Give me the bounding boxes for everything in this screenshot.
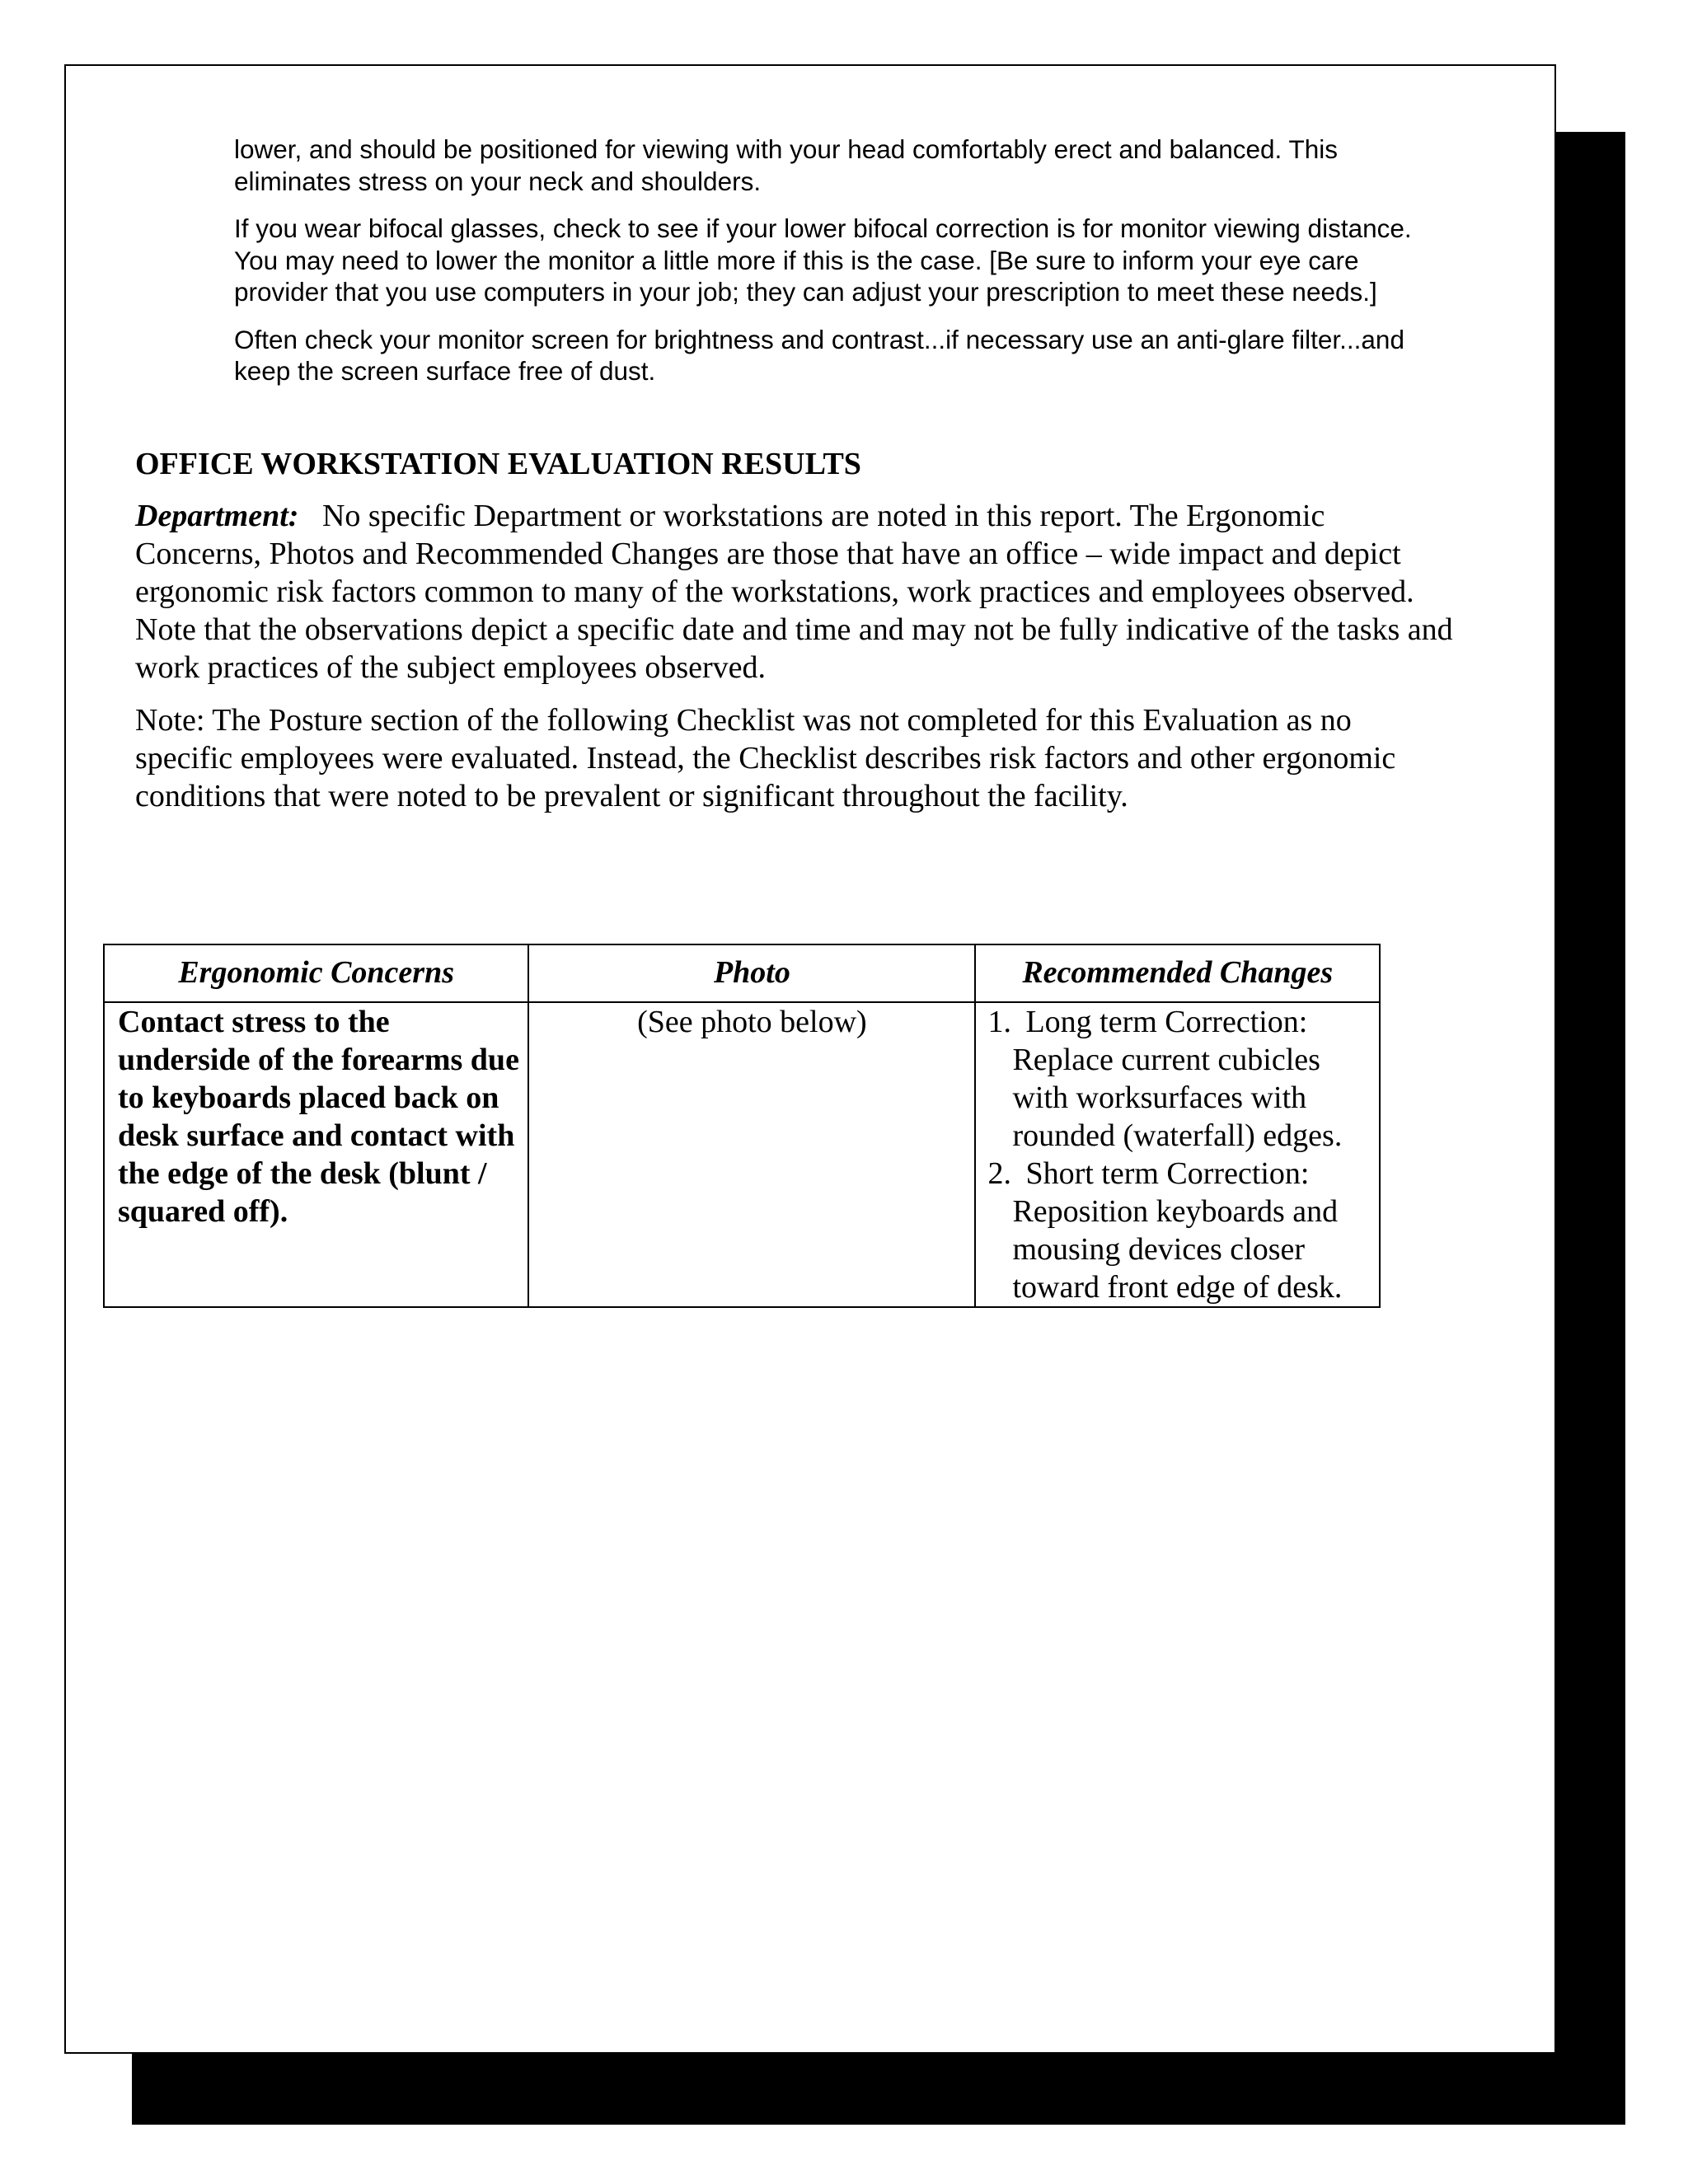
intro-paragraph: If you wear bifocal glasses, check to see if your lower bifocal correction is for monitor viewing distance. You may need to lower the monitor a little more if this is the case. [Be sure to inform your eye care provider that you use computers in your job; they can adjust your prescription to meet these needs.] [234,213,1412,307]
intro-text [234,134,1437,403]
header-photo: Photo [528,944,975,1002]
table-header-row [104,944,1380,1002]
list-item-text: Long term Correction: Replace current cubicles with worksurfaces with rounded (waterfall) edges. [1012,1005,1343,1153]
list-number: 1. [987,1005,1011,1039]
section-heading: OFFICE WORKSTATION EVALUATION RESULTS [135,447,861,481]
note-paragraph: Note: The Posture section of the following Checklist was not completed for this Evaluation as no specific employees were evaluated. Instead, the Checklist describes risk factors and other ergonomic conditions that were noted to be prevalent or significant throughout the facility. [135,703,1396,813]
intro-paragraph: lower, and should be positioned for viewing with your head comfortably erect and balanced. This eliminates stress on your neck and shoulders. [234,134,1338,196]
list-item [987,1003,1371,1155]
changes-list [987,1003,1371,1306]
department-label: Department: [135,499,299,533]
concern-cell: Contact stress to the underside of the forearms due to keyboards placed back on desk surface and contact with the edge of the desk (blunt / squared off). [104,1002,528,1307]
list-number: 2. [987,1156,1011,1191]
changes-cell [975,1002,1380,1307]
concerns-table [103,944,1381,1308]
table-row [104,1002,1380,1307]
photo-cell: (See photo below) [528,1002,975,1307]
header-recommended-changes: Recommended Changes [975,944,1380,1002]
department-text: No specific Department or workstations are noted in this report. The Ergonomic Concerns, Photos and Recommended Changes are those that have an office – wide impact and depict ergonomic risk factors common to many of the workstations, work practices and employees observed. Note that the observations depict a specific date and time and may not be fully indicative of the tasks and work practices of the subject employees observed. [135,499,1453,685]
evaluation-body [135,497,1454,830]
department-paragraph [135,497,1454,687]
header-ergonomic-concerns: Ergonomic Concerns [104,944,528,1002]
list-item-text: Short term Correction: Reposition keyboards and mousing devices closer toward front edge of desk. [1012,1156,1343,1305]
list-item [987,1155,1371,1306]
intro-paragraph: Often check your monitor screen for brightness and contrast...if necessary use an anti-glare filter...and keep the screen surface free of dust. [234,324,1404,386]
